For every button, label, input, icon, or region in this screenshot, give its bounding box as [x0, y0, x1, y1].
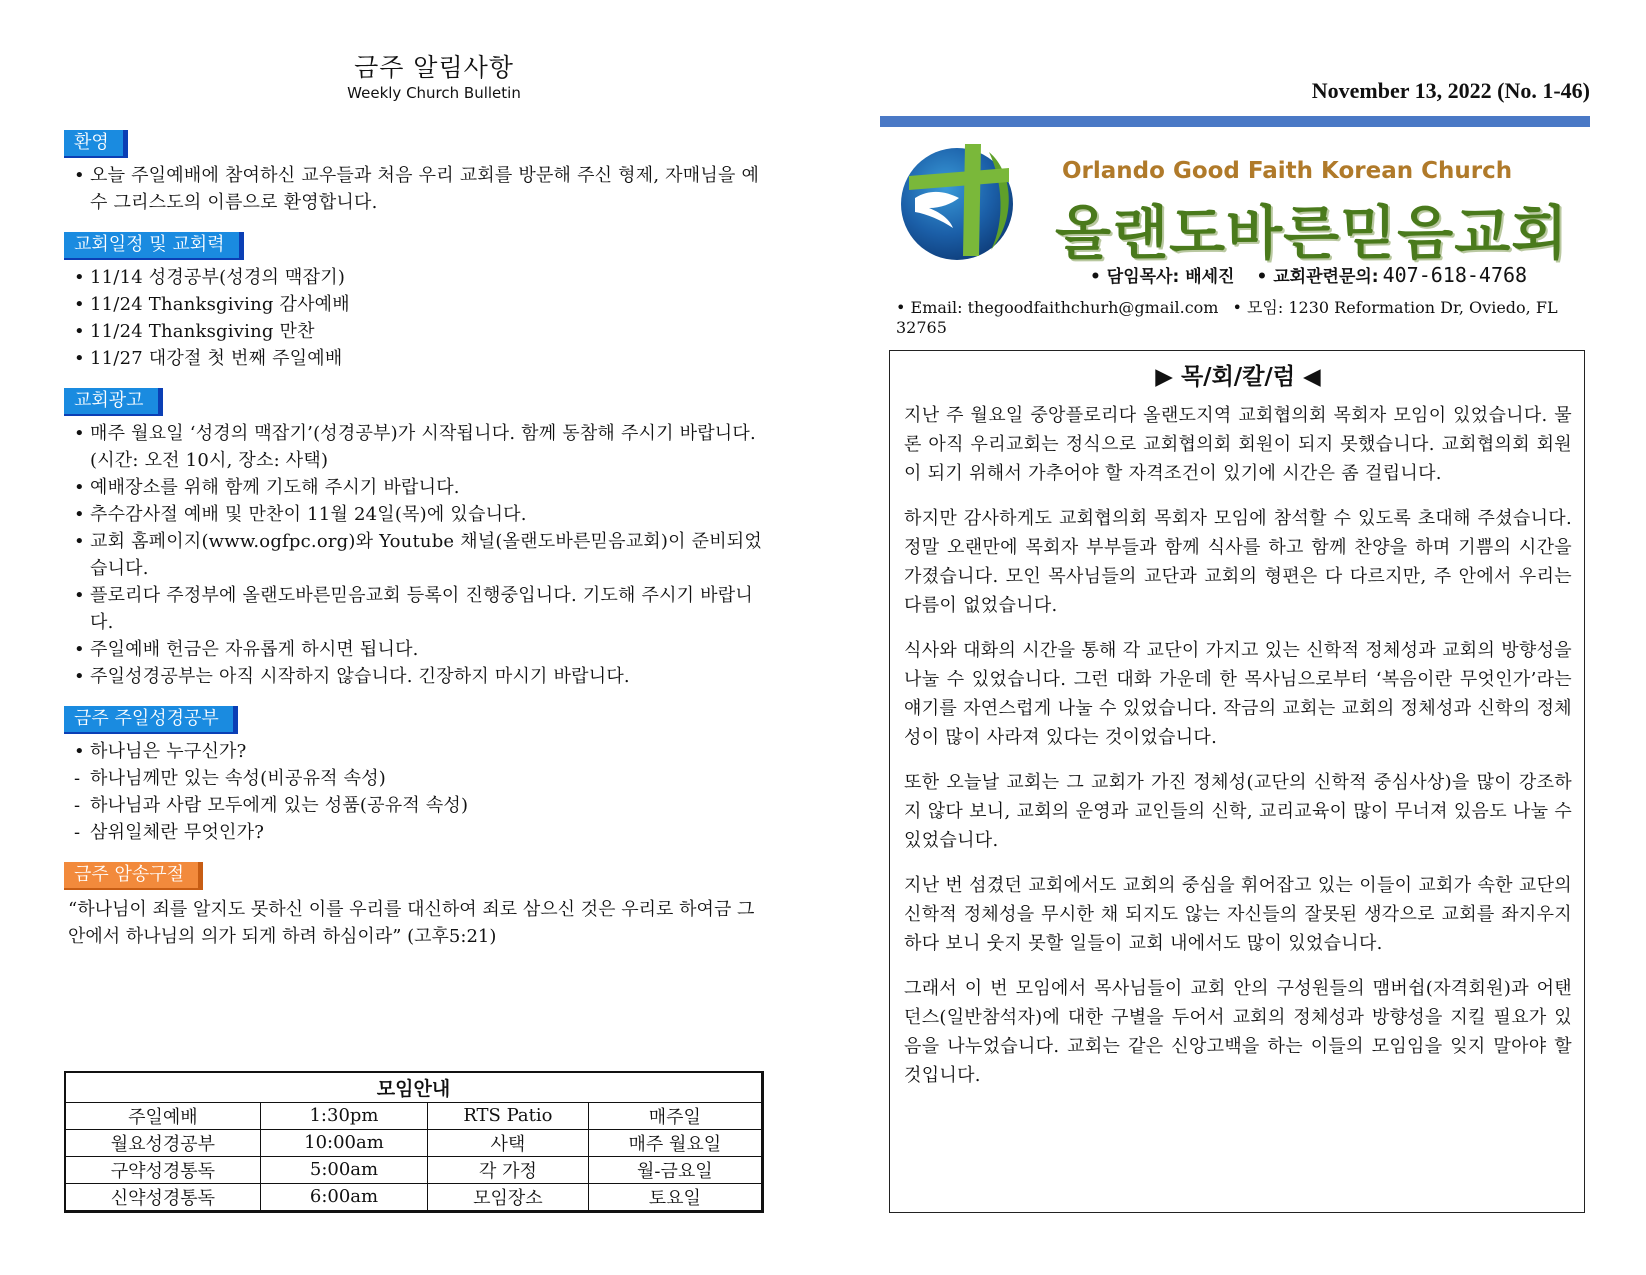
memory-verse: “하나님이 죄를 알지도 못하신 이를 우리를 대신하여 죄로 삼으신 것은 우리로 하여금 그 안에서 하나님의 의가 되게 하려 하심이라” (고후5:21) [68, 899, 755, 947]
table-row [65, 1183, 763, 1211]
pastor-line [1090, 262, 1527, 287]
church-name-en: Orlando Good Faith Korean Church [1062, 158, 1513, 184]
left-page [64, 52, 774, 950]
church-cross-logo-icon [895, 138, 1023, 266]
list-item: • 11/24 Thanksgiving 감사예배 [74, 291, 774, 318]
welcome-list [64, 162, 774, 216]
notices-heading: 교회광고 [64, 388, 163, 416]
table-cell: 월요성경공부 [65, 1129, 260, 1156]
meeting-table-title: 모임안내 [65, 1072, 763, 1102]
column-paragraph: 지난 주 월요일 중앙플로리다 올랜도지역 교회협의회 목회자 모임이 있었습니다. 물론 아직 우리교회는 정식으로 교회협의회 회원이 되지 못했습니다. 교회협의회 회원이 되기 위해서 가추어야 할 자격조건이 있기에 시간은 좀 걸립니다. [904, 405, 1572, 484]
table-cell: 신약성경통독 [65, 1183, 260, 1211]
list-item: • 주일예배 헌금은 자유롭게 하시면 됩니다. [74, 636, 774, 663]
column-paragraph: 하지만 감사하게도 교회협의회 목회자 모임에 참석할 수 있도록 초대해 주셨습니다. 정말 오랜만에 목회자 부부들과 함께 식사를 하고 함께 찬양을 하며 기쁨의 시간을 가졌습니다. 모인 목사님들의 교단과 교회의 형편은 다 다르지만, 주 안에서 우리는 다름이 없었습니다. [904, 508, 1572, 616]
table-cell: 사택 [428, 1129, 588, 1156]
table-cell: 구약성경통독 [65, 1156, 260, 1183]
contact-line [896, 295, 1590, 337]
list-item: - 하나님과 사람 모두에게 있는 성품(공유적 속성) [74, 792, 774, 819]
address-text: • 모임: 1230 Reformation Dr, Oviedo, FL 32765 [896, 298, 1558, 337]
column-paragraph: 그래서 이 번 모임에서 목사님들이 교회 안의 구성원들의 맴버쉽(자격회원)과 어탠던스(일반참석자)에 대한 구별을 두어서 교회의 정체성과 방향성을 지킬 필요가 있음을 나누었습니다. 교회는 같은 신앙고백을 하는 이들의 모임임을 잊지 말아야 할 것입니다. [904, 978, 1572, 1086]
bulletin-title-en: Weekly Church Bulletin [347, 84, 521, 102]
table-cell: 매주일 [588, 1102, 762, 1129]
list-item: • 플로리다 주정부에 올랜도바른믿음교회 등록이 진행중입니다. 기도해 주시기 바랍니다. [74, 582, 774, 636]
issue-date: November 13, 2022 (No. 1-46) [1311, 78, 1590, 103]
memory-verse-heading: 금주 암송구절 [64, 862, 203, 890]
header-rule [880, 116, 1590, 127]
column-paragraph: 지난 번 섬겼던 교회에서도 교회의 중심을 휘어잡고 있는 이들이 교회가 속한 교단의 신학적 정체성을 무시한 채 되지도 않는 자신들의 잘못된 생각으로 교회를 좌지우지하다 보니 웃지 못할 일들이 교회 내에서도 많이 있었습니다. [904, 875, 1572, 954]
list-item: - 삼위일체란 무엇인가? [74, 819, 774, 846]
list-item: • 11/27 대강절 첫 번째 주일예배 [74, 345, 774, 372]
welcome-heading: 환영 [64, 130, 128, 158]
notices-list [64, 420, 774, 690]
pastor-column [889, 350, 1585, 1213]
table-cell: 1:30pm [260, 1102, 427, 1129]
church-name-ko: 올랜도바른믿음교회 [1055, 199, 1569, 267]
table-row [65, 1129, 763, 1156]
bulletin-title-ko: 금주 알림사항 [354, 53, 514, 82]
table-cell: 모임장소 [428, 1183, 588, 1211]
list-item: • 매주 월요일 ‘성경의 맥잡기’(성경공부)가 시작됩니다. 함께 동참해 주시기 바랍니다. (시간: 오전 10시, 장소: 사택) [74, 420, 774, 474]
list-item: • 하나님은 누구신가? [74, 738, 774, 765]
column-paragraph: 또한 오늘날 교회는 그 교회가 가진 정체성(교단의 신학적 중심사상)을 많이 강조하지 않다 보니, 교회의 운영과 교인들의 신학, 교리교육이 많이 무너져 있음도 나눌 수 있었습니다. [904, 772, 1573, 851]
list-item: • 11/24 Thanksgiving 만찬 [74, 318, 774, 345]
list-item: - 하나님께만 있는 속성(비공유적 속성) [74, 765, 774, 792]
schedule-list [64, 264, 774, 372]
table-cell: 5:00am [260, 1156, 427, 1183]
column-title: ▶ 목/회/칼/럼 ◀ [1155, 364, 1321, 390]
study-heading: 금주 주일성경공부 [64, 706, 238, 734]
table-cell: 주일예배 [65, 1102, 260, 1129]
table-cell: 10:00am [260, 1129, 427, 1156]
list-item: • 추수감사절 예배 및 만찬이 11월 24일(목)에 있습니다. [74, 501, 774, 528]
inquiry-label: • 교회관련문의: [1256, 267, 1379, 287]
table-cell: 각 가정 [428, 1156, 588, 1183]
table-cell: 6:00am [260, 1183, 427, 1211]
pastor-label: • 담임목사: 배세진 [1090, 267, 1235, 287]
list-item: • 주일성경공부는 아직 시작하지 않습니다. 긴장하지 마시기 바랍니다. [74, 663, 774, 690]
list-item: • 예배장소를 위해 함께 기도해 주시기 바랍니다. [74, 474, 774, 501]
bulletin-title [94, 52, 774, 102]
meeting-table [64, 1071, 764, 1213]
table-cell: 월-금요일 [588, 1156, 762, 1183]
table-cell: RTS Patio [428, 1102, 588, 1129]
column-paragraph: 식사와 대화의 시간을 통해 각 교단이 가지고 있는 신학적 정체성과 교회의 방향성을 나눌 수 있었습니다. 그런 대화 가운데 한 목사님으로부터 ‘복음이란 무엇인가’라는 얘기를 자연스럽게 나눌 수 있었습니다. 작금의 교회는 교회의 정체성과 신학의 정체성이 많이 사라져 있다는 것이었습니다. [904, 640, 1572, 748]
table-cell: 매주 월요일 [588, 1129, 762, 1156]
email-text: • Email: thegoodfaithchurh@gmail.com [896, 298, 1219, 317]
schedule-heading: 교회일정 및 교회력 [64, 232, 244, 260]
list-item: • 오늘 주일예배에 참여하신 교우들과 처음 우리 교회를 방문해 주신 형제, 자매님을 예수 그리스도의 이름으로 환영합니다. [74, 162, 774, 216]
table-row [65, 1102, 763, 1129]
list-item: • 교회 홈페이지(www.ogfpc.org)와 Youtube 채널(올랜도바른믿음교회)이 준비되었습니다. [74, 528, 774, 582]
phone-number: 407-618-4768 [1382, 263, 1528, 287]
table-cell: 토요일 [588, 1183, 762, 1211]
study-list [64, 738, 774, 846]
list-item: • 11/14 성경공부(성경의 맥잡기) [74, 264, 774, 291]
table-row [65, 1156, 763, 1183]
